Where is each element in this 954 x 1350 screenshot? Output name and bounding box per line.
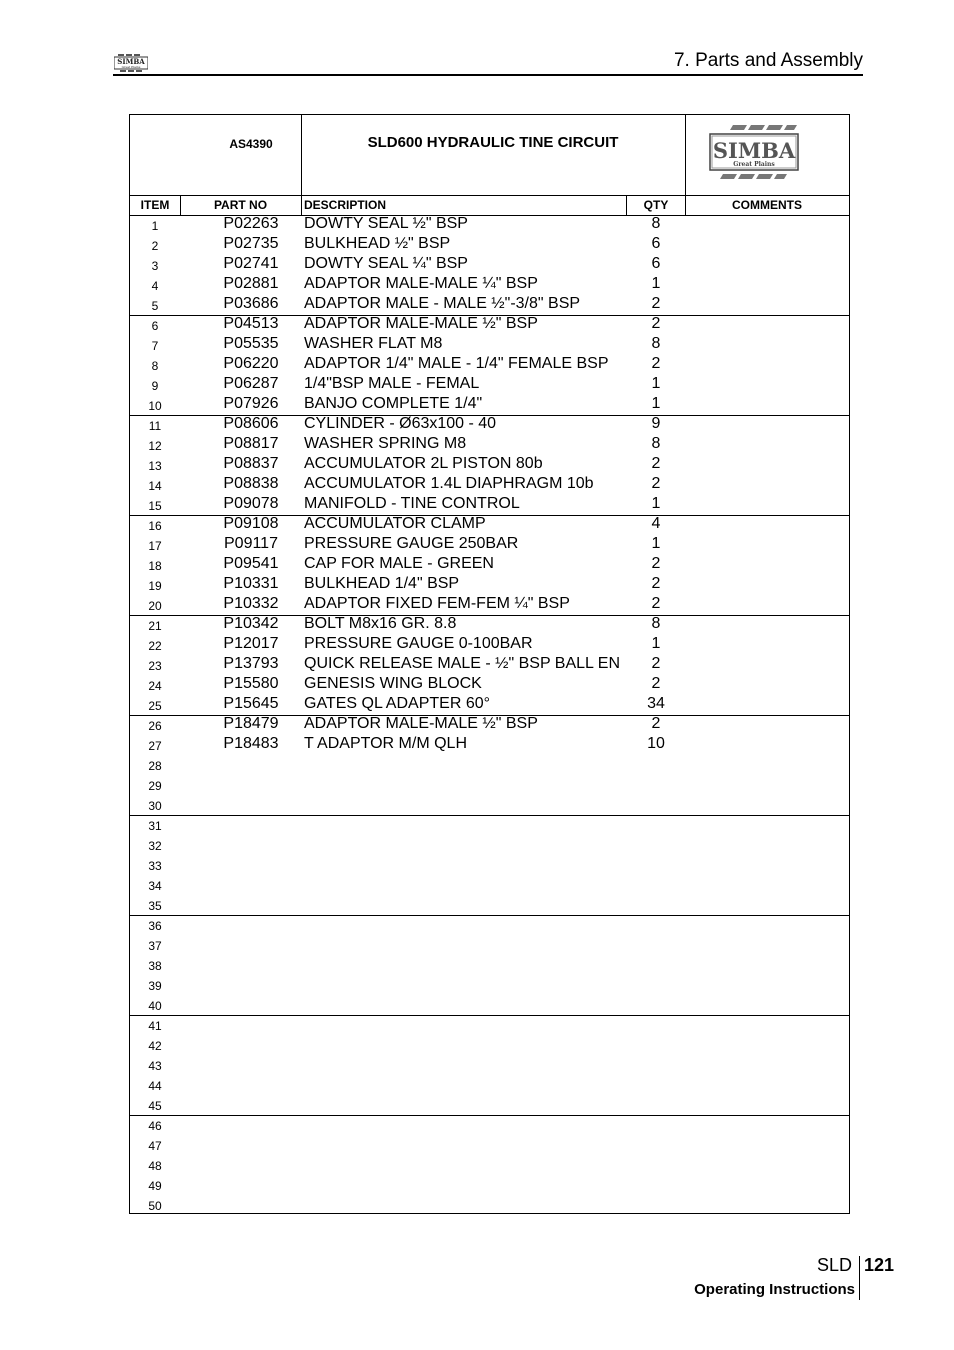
table-row xyxy=(130,315,849,335)
part-number: P05535 xyxy=(223,335,279,352)
quantity: 2 xyxy=(651,715,661,732)
item-number: 48 xyxy=(148,1159,162,1173)
part-number: P18483 xyxy=(223,735,279,752)
quantity: 2 xyxy=(651,355,661,372)
table-row xyxy=(130,915,849,935)
item-number: 32 xyxy=(148,839,162,853)
table-row xyxy=(130,1075,849,1095)
part-description: T ADAPTOR M/M QLH xyxy=(304,735,467,752)
model-name: SLD xyxy=(817,1255,853,1275)
table-row xyxy=(130,375,849,395)
item-number: 23 xyxy=(148,659,162,673)
quantity: 1 xyxy=(651,375,661,392)
table-row xyxy=(130,415,849,435)
item-number: 18 xyxy=(148,559,162,573)
item-number: 46 xyxy=(148,1119,162,1133)
part-description: ADAPTOR MALE - MALE ½"-3/8" BSP xyxy=(304,295,581,312)
table-row xyxy=(130,795,849,815)
table-row xyxy=(130,955,849,975)
quantity: 8 xyxy=(651,215,661,232)
item-number: 26 xyxy=(148,719,162,733)
part-description: ADAPTOR MALE-MALE ½" BSP xyxy=(304,715,538,732)
table-row xyxy=(130,395,849,415)
table-row xyxy=(130,615,849,635)
table-row xyxy=(130,435,849,455)
item-number: 37 xyxy=(148,939,162,953)
item-number: 4 xyxy=(151,279,159,293)
item-number: 35 xyxy=(148,899,162,913)
quantity: 9 xyxy=(651,415,661,432)
item-number: 27 xyxy=(148,739,162,753)
table-row xyxy=(130,735,849,755)
part-description: ADAPTOR 1/4" MALE - 1/4" FEMALE BSP xyxy=(304,355,609,372)
svg-text:Great Plains: Great Plains xyxy=(121,65,141,69)
part-number: P09078 xyxy=(223,495,279,512)
table-row xyxy=(130,495,849,515)
part-number: P10342 xyxy=(223,615,279,632)
part-description: ACCUMULATOR CLAMP xyxy=(304,515,486,532)
part-number: P03686 xyxy=(223,295,279,312)
quantity: 2 xyxy=(651,475,661,492)
part-number: P10331 xyxy=(223,575,279,592)
item-number: 15 xyxy=(148,499,162,513)
column-header-part-no: PART NO xyxy=(213,198,268,212)
table-row xyxy=(130,635,849,655)
table-row xyxy=(130,475,849,495)
table-row xyxy=(130,835,849,855)
table-row xyxy=(130,355,849,375)
item-number: 16 xyxy=(148,519,162,533)
table-row xyxy=(130,235,849,255)
table-row xyxy=(130,1115,849,1135)
part-number: P02881 xyxy=(223,275,279,292)
quantity: 2 xyxy=(651,555,661,572)
item-number: 34 xyxy=(148,879,162,893)
quantity: 6 xyxy=(651,255,661,272)
part-description: ACCUMULATOR 1.4L DIAPHRAGM 10b xyxy=(304,475,594,492)
column-header-qty: QTY xyxy=(643,198,669,212)
header-divider xyxy=(113,74,863,76)
part-description: PRESSURE GAUGE 0-100BAR xyxy=(304,635,533,652)
part-number: P08606 xyxy=(223,415,279,432)
part-number: P08838 xyxy=(223,475,279,492)
column-header-item: ITEM xyxy=(140,198,170,212)
quantity: 6 xyxy=(651,235,661,252)
part-number: P15645 xyxy=(223,695,279,712)
quantity: 8 xyxy=(651,615,661,632)
part-number: P02735 xyxy=(223,235,279,252)
part-number: P15580 xyxy=(223,675,279,692)
item-number: 1 xyxy=(151,219,159,233)
item-number: 9 xyxy=(151,379,159,393)
table-row xyxy=(130,455,849,475)
table-row xyxy=(130,775,849,795)
part-description: ADAPTOR FIXED FEM-FEM ¼" BSP xyxy=(304,595,570,612)
quantity: 10 xyxy=(647,735,665,752)
simba-logo-small xyxy=(114,54,148,72)
table-row xyxy=(130,695,849,715)
quantity: 1 xyxy=(651,535,661,552)
table-row xyxy=(130,1035,849,1055)
part-number: P06287 xyxy=(223,375,279,392)
quantity: 1 xyxy=(651,395,661,412)
col-divider xyxy=(301,115,302,215)
part-number: P04513 xyxy=(223,315,279,332)
item-number: 25 xyxy=(148,699,162,713)
table-row xyxy=(130,1155,849,1175)
part-description: WASHER SPRING M8 xyxy=(304,435,467,452)
item-number: 13 xyxy=(148,459,162,473)
part-description: DOWTY SEAL ½" BSP xyxy=(304,215,468,232)
part-number: P02741 xyxy=(223,255,279,272)
table-row xyxy=(130,675,849,695)
part-number: P13793 xyxy=(223,655,279,672)
document-subtitle: Operating Instructions xyxy=(694,1281,855,1298)
section-title: 7. Parts and Assembly xyxy=(673,50,863,71)
table-row xyxy=(130,815,849,835)
table-row xyxy=(130,1055,849,1075)
quantity: 4 xyxy=(651,515,661,532)
quantity: 2 xyxy=(651,315,661,332)
item-number: 2 xyxy=(151,239,159,253)
table-row xyxy=(130,1015,849,1035)
item-number: 30 xyxy=(148,799,162,813)
item-number: 41 xyxy=(148,1019,162,1033)
assembly-code: AS4390 xyxy=(229,137,273,151)
part-description: PRESSURE GAUGE 250BAR xyxy=(304,535,519,552)
table-row xyxy=(130,1095,849,1115)
quantity: 2 xyxy=(651,295,661,312)
table-row xyxy=(130,855,849,875)
item-number: 43 xyxy=(148,1059,162,1073)
table-row xyxy=(130,1175,849,1195)
part-description: MANIFOLD - TINE CONTROL xyxy=(304,495,520,512)
quantity: 2 xyxy=(651,675,661,692)
item-number: 45 xyxy=(148,1099,162,1113)
item-number: 33 xyxy=(148,859,162,873)
table-row xyxy=(130,1195,849,1215)
part-description: 1/4"BSP MALE - FEMAL xyxy=(304,375,480,392)
table-row xyxy=(130,575,849,595)
row-divider xyxy=(130,195,849,196)
item-number: 19 xyxy=(148,579,162,593)
part-number: P09541 xyxy=(223,555,279,572)
table-row xyxy=(130,755,849,775)
quantity: 2 xyxy=(651,455,661,472)
table-row xyxy=(130,655,849,675)
item-number: 36 xyxy=(148,919,162,933)
item-number: 17 xyxy=(148,539,162,553)
part-number: P10332 xyxy=(223,595,279,612)
part-description: ADAPTOR MALE-MALE ½" BSP xyxy=(304,315,538,332)
part-number: P02263 xyxy=(223,215,279,232)
part-number: P09117 xyxy=(224,535,278,552)
item-number: 14 xyxy=(148,479,162,493)
part-number: P07926 xyxy=(223,395,279,412)
item-number: 47 xyxy=(148,1139,162,1153)
quantity: 1 xyxy=(651,495,661,512)
part-description: BULKHEAD ½" BSP xyxy=(304,235,451,252)
column-header-comments: COMMENTS xyxy=(732,198,802,212)
table-row xyxy=(130,255,849,275)
part-number: P18479 xyxy=(223,715,279,732)
item-number: 7 xyxy=(151,339,159,353)
quantity: 2 xyxy=(651,575,661,592)
page-number: 121 xyxy=(864,1255,895,1275)
column-header-description: DESCRIPTION xyxy=(304,198,387,212)
part-description: DOWTY SEAL ¼" BSP xyxy=(304,255,468,272)
table-row xyxy=(130,875,849,895)
table-row xyxy=(130,555,849,575)
item-number: 38 xyxy=(148,959,162,973)
table-row xyxy=(130,215,849,235)
quantity: 1 xyxy=(651,635,661,652)
table-row xyxy=(130,975,849,995)
part-number: P09108 xyxy=(223,515,279,532)
part-description: GATES QL ADAPTER 60° xyxy=(304,695,491,712)
quantity: 8 xyxy=(651,435,661,452)
table-row xyxy=(130,295,849,315)
quantity: 8 xyxy=(651,335,661,352)
item-number: 6 xyxy=(151,319,159,333)
item-number: 5 xyxy=(151,299,159,313)
item-number: 3 xyxy=(151,259,159,273)
footer-divider xyxy=(859,1256,860,1300)
part-number: P08837 xyxy=(223,455,279,472)
table-row xyxy=(130,1135,849,1155)
part-description: CYLINDER - Ø63x100 - 40 xyxy=(304,415,497,432)
table-row xyxy=(130,535,849,555)
table-row xyxy=(130,895,849,915)
quantity: 1 xyxy=(651,275,661,292)
item-number: 21 xyxy=(148,619,162,633)
item-number: 22 xyxy=(148,639,162,653)
item-number: 12 xyxy=(148,439,162,453)
item-number: 49 xyxy=(148,1179,162,1193)
table-row xyxy=(130,995,849,1015)
part-description: BULKHEAD 1/4" BSP xyxy=(304,575,460,592)
item-number: 44 xyxy=(148,1079,162,1093)
part-description: ACCUMULATOR 2L PISTON 80b xyxy=(304,455,543,472)
item-number: 10 xyxy=(148,399,162,413)
part-description: BANJO COMPLETE 1/4" xyxy=(304,395,483,412)
part-description: BOLT M8x16 GR. 8.8 xyxy=(304,615,457,632)
item-number: 29 xyxy=(148,779,162,793)
part-description: QUICK RELEASE MALE - ½" BSP BALL EN xyxy=(304,655,621,672)
item-number: 40 xyxy=(148,999,162,1013)
item-number: 11 xyxy=(148,419,162,433)
item-number: 8 xyxy=(151,359,159,373)
table-row xyxy=(130,935,849,955)
svg-text:SIMBA: SIMBA xyxy=(712,138,796,163)
part-number: P12017 xyxy=(223,635,279,652)
part-number: P08817 xyxy=(223,435,279,452)
simba-logo xyxy=(709,125,799,179)
part-description: WASHER FLAT M8 xyxy=(304,335,443,352)
svg-text:Great Plains: Great Plains xyxy=(733,161,775,168)
item-number: 24 xyxy=(148,679,162,693)
table-row xyxy=(130,515,849,535)
table-row xyxy=(130,595,849,615)
part-number: P06220 xyxy=(223,355,279,372)
assembly-title: SLD600 HYDRAULIC TINE CIRCUIT xyxy=(367,134,619,151)
item-number: 50 xyxy=(148,1199,162,1213)
table-row xyxy=(130,335,849,355)
table-row xyxy=(130,715,849,735)
item-number: 31 xyxy=(148,819,162,833)
item-number: 28 xyxy=(148,759,162,773)
table-row xyxy=(130,275,849,295)
item-number: 42 xyxy=(148,1039,162,1053)
quantity: 34 xyxy=(647,695,665,712)
quantity: 2 xyxy=(651,655,661,672)
part-description: CAP FOR MALE - GREEN xyxy=(304,555,494,572)
svg-text:SIMBA: SIMBA xyxy=(117,57,145,66)
part-description: ADAPTOR MALE-MALE ¼" BSP xyxy=(304,275,538,292)
part-description: GENESIS WING BLOCK xyxy=(304,675,482,692)
parts-table xyxy=(129,114,850,1214)
item-number: 20 xyxy=(148,599,162,613)
item-number: 39 xyxy=(148,979,162,993)
quantity: 2 xyxy=(651,595,661,612)
